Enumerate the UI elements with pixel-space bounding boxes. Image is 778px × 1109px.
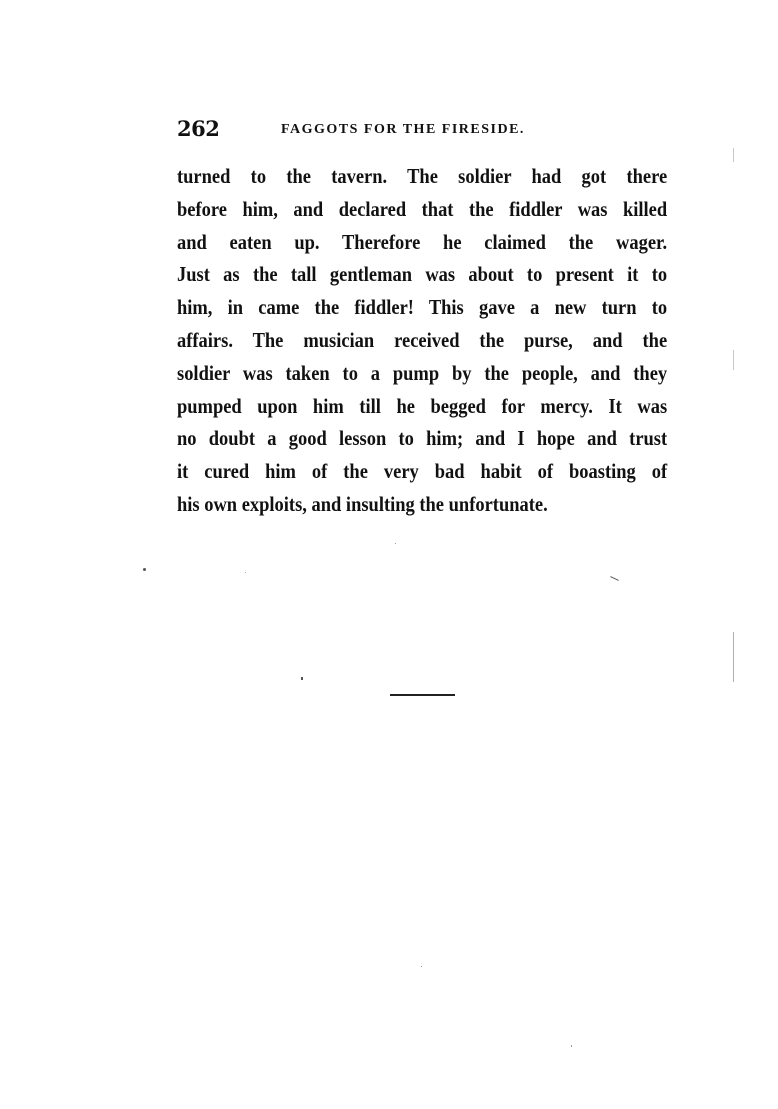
- text-line: soldier was taken to a pump by the people, and they: [177, 360, 668, 385]
- text-line: Just as the tall gentleman was about to present it to: [177, 262, 668, 287]
- scan-speck: [143, 568, 146, 571]
- text-line: affairs. The musician received the purse, and the: [177, 327, 668, 352]
- scan-speck: [395, 543, 396, 544]
- text-line: his own exploits, and insulting the unfortunate.: [177, 491, 548, 516]
- text-line: and eaten up. Therefore he claimed the wager.: [177, 229, 668, 254]
- text-line: before him, and declared that the fiddler was killed: [177, 196, 668, 221]
- body-text: [177, 160, 667, 521]
- scan-speck: [245, 572, 246, 573]
- running-title: FAGGOTS FOR THE FIRESIDE.: [281, 122, 525, 137]
- scan-speck: [301, 677, 303, 680]
- section-end-rule: [390, 694, 455, 696]
- text-line: no doubt a good lesson to him; and I hope and trust: [177, 426, 668, 451]
- scan-edge-mark: [733, 632, 734, 682]
- page-header: [177, 116, 667, 148]
- text-line: pumped upon him till he begged for mercy. It was: [177, 393, 668, 418]
- text-line: it cured him of the very bad habit of boasting of: [177, 459, 668, 484]
- scan-edge-mark: [733, 148, 734, 162]
- page-number: 262: [177, 116, 220, 141]
- text-line: turned to the tavern. The soldier had got there: [177, 164, 668, 188]
- scan-speck: [610, 576, 619, 581]
- text-line: him, in came the fiddler! This gave a new turn to: [177, 295, 668, 320]
- scan-speck: [571, 1045, 572, 1047]
- scan-edge-mark: [733, 350, 734, 370]
- scan-speck: [421, 966, 422, 967]
